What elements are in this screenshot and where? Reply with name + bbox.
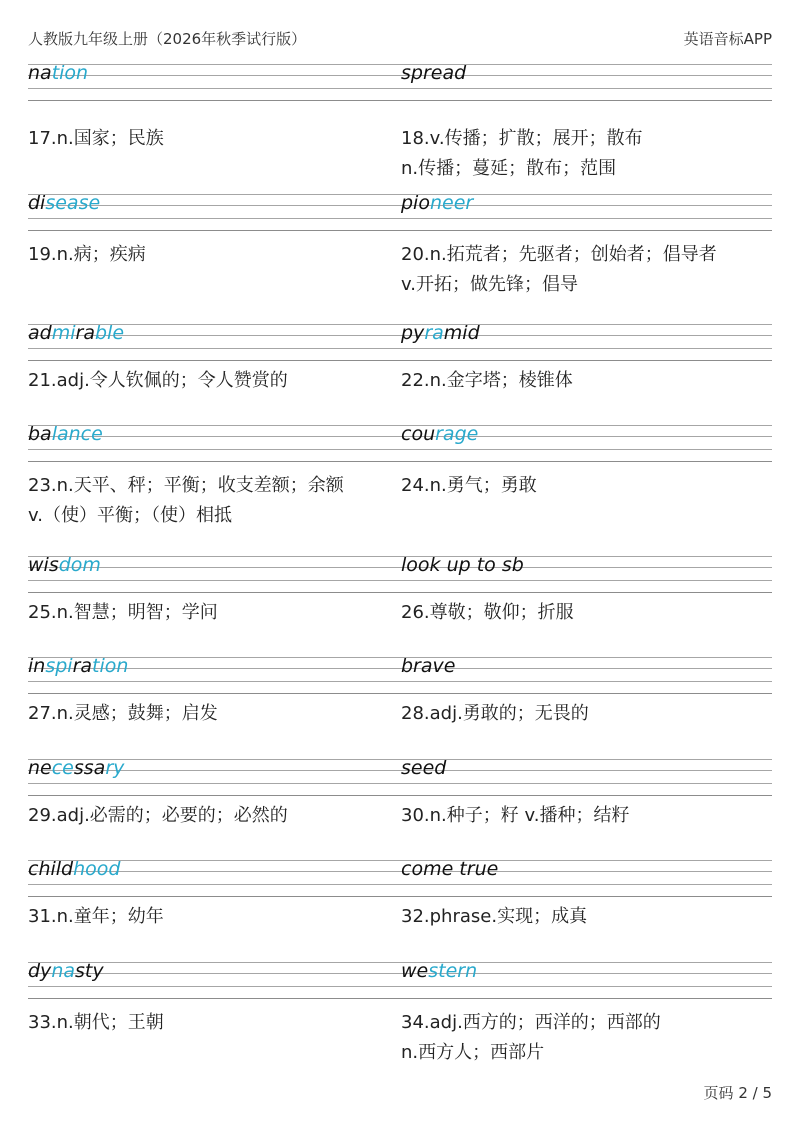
meaning-line: 26.尊敬；敬仰；折服 — [401, 602, 574, 623]
vocab-meaning — [401, 699, 761, 729]
syllable: pio — [401, 192, 430, 214]
ruled-line — [28, 759, 772, 760]
syllable-highlight: dom — [58, 554, 101, 576]
meaning-line: 33.n.朝代；王朝 — [28, 1012, 164, 1033]
syllable: na — [28, 62, 52, 84]
vocab-word — [28, 858, 120, 880]
ruled-line — [28, 335, 772, 336]
meaning-line: v.（使）平衡；（使）相抵 — [28, 505, 232, 526]
syllable: seed — [401, 757, 447, 779]
meaning-line: 30.n.种子；籽 v.播种；结籽 — [401, 805, 630, 826]
meaning-line: 18.v.传播；扩散；展开；散布 — [401, 128, 643, 149]
syllable-highlight: mi — [51, 322, 76, 344]
meaning-line: 32.phrase.实现；成真 — [401, 906, 588, 927]
syllable-highlight: ra — [424, 322, 444, 344]
meaning-line: 23.n.天平、秤；平衡；收支差额；余额 — [28, 475, 344, 496]
ruled-line — [28, 962, 772, 963]
document-title: 人教版九年级上册（2026年秋季试行版） — [28, 30, 307, 48]
ruled-line — [28, 657, 772, 658]
syllable: dy — [28, 960, 52, 982]
meaning-line: 20.n.拓荒者；先驱者；创始者；倡导者 — [401, 244, 717, 265]
syllable-highlight: na — [51, 960, 75, 982]
writing-lines — [28, 657, 772, 694]
syllable: py — [401, 322, 425, 344]
vocab-word — [28, 960, 104, 982]
syllable: mid — [443, 322, 480, 344]
vocab-meaning — [401, 124, 761, 184]
ruled-line — [28, 693, 772, 694]
vocab-word — [401, 960, 477, 982]
syllable-highlight: lance — [51, 423, 103, 445]
vocab-meaning — [401, 366, 761, 396]
syllable-highlight: spi — [45, 655, 73, 677]
meaning-line: v.开拓；做先锋；倡导 — [401, 274, 578, 295]
syllable: cou — [401, 423, 436, 445]
vocab-meaning — [28, 366, 388, 396]
ruled-line — [28, 218, 772, 219]
syllable-highlight: rage — [435, 423, 479, 445]
ruled-line — [28, 973, 772, 974]
syllable: we — [401, 960, 429, 982]
syllable: spread — [401, 62, 467, 84]
vocab-word — [28, 62, 88, 84]
vocab-meaning — [401, 598, 761, 628]
vocab-word — [28, 423, 103, 445]
syllable-highlight: hood — [73, 858, 121, 880]
ruled-line — [28, 64, 772, 65]
ruled-line — [28, 567, 772, 568]
syllable-highlight: sease — [45, 192, 101, 214]
vocab-meaning — [401, 902, 761, 932]
ruled-line — [28, 668, 772, 669]
syllable: ssa — [73, 757, 106, 779]
vocab-meaning — [401, 240, 761, 300]
vocab-meaning — [28, 801, 388, 831]
ruled-line — [28, 681, 772, 682]
ruled-line — [28, 896, 772, 897]
writing-lines — [28, 759, 772, 796]
ruled-line — [28, 425, 772, 426]
ruled-line — [28, 230, 772, 231]
meaning-line: 28.adj.勇敢的；无畏的 — [401, 703, 589, 724]
meaning-line: 29.adj.必需的；必要的；必然的 — [28, 805, 288, 826]
meaning-line: 27.n.灵感；鼓舞；启发 — [28, 703, 218, 724]
writing-lines — [28, 556, 772, 593]
vocab-word — [401, 554, 524, 576]
ruled-line — [28, 986, 772, 987]
vocab-word — [28, 322, 124, 344]
syllable: brave — [401, 655, 456, 677]
vocab-word — [28, 192, 100, 214]
syllable-highlight: neer — [429, 192, 474, 214]
vocab-word — [401, 655, 455, 677]
meaning-line: 22.n.金字塔；棱锥体 — [401, 370, 573, 391]
vocab-meaning — [28, 1008, 388, 1038]
ruled-line — [28, 449, 772, 450]
ruled-line — [28, 360, 772, 361]
ruled-line — [28, 860, 772, 861]
syllable: in — [28, 655, 46, 677]
meaning-line: 19.n.病；疾病 — [28, 244, 146, 265]
ruled-line — [28, 194, 772, 195]
ruled-line — [28, 324, 772, 325]
syllable-highlight: ble — [94, 322, 125, 344]
syllable: di — [28, 192, 46, 214]
ruled-line — [28, 100, 772, 101]
ruled-line — [28, 592, 772, 593]
syllable: ne — [28, 757, 52, 779]
syllable: look up to sb — [401, 554, 524, 576]
page-number: 页码 2 / 5 — [703, 1084, 772, 1102]
meaning-line: 24.n.勇气；勇敢 — [401, 475, 537, 496]
syllable: wis — [28, 554, 59, 576]
ruled-line — [28, 556, 772, 557]
vocab-word — [401, 192, 473, 214]
app-name: 英语音标APP — [683, 30, 772, 48]
vocab-meaning — [401, 1008, 761, 1068]
ruled-line — [28, 461, 772, 462]
vocab-meaning — [401, 471, 761, 501]
vocab-meaning — [28, 124, 388, 154]
vocab-meaning — [28, 471, 388, 531]
syllable-highlight: tion — [92, 655, 129, 677]
vocab-word — [401, 757, 446, 779]
vocab-word — [401, 62, 466, 84]
syllable: ad — [28, 322, 52, 344]
syllable: come true — [401, 858, 499, 880]
vocab-word — [28, 757, 124, 779]
page-header — [28, 28, 772, 52]
meaning-line: n.传播；蔓延；散布；范围 — [401, 158, 617, 179]
vocab-word — [401, 858, 498, 880]
writing-lines — [28, 860, 772, 897]
ruled-line — [28, 348, 772, 349]
meaning-line: 17.n.国家；民族 — [28, 128, 164, 149]
syllable-highlight: stern — [428, 960, 478, 982]
vocab-word — [401, 423, 478, 445]
ruled-line — [28, 884, 772, 885]
ruled-line — [28, 436, 772, 437]
writing-lines — [28, 962, 772, 999]
ruled-line — [28, 783, 772, 784]
vocab-meaning — [401, 801, 761, 831]
ruled-line — [28, 998, 772, 999]
syllable: sty — [75, 960, 104, 982]
vocab-meaning — [28, 240, 388, 270]
ruled-line — [28, 88, 772, 89]
writing-lines — [28, 194, 772, 231]
vocab-meaning — [28, 699, 388, 729]
syllable-highlight: ce — [51, 757, 74, 779]
meaning-line: 34.adj.西方的；西洋的；西部的 — [401, 1012, 661, 1033]
syllable: child — [28, 858, 74, 880]
vocab-word — [28, 655, 128, 677]
vocab-word — [28, 554, 101, 576]
meaning-line: 25.n.智慧；明智；学问 — [28, 602, 218, 623]
ruled-line — [28, 580, 772, 581]
ruled-line — [28, 871, 772, 872]
syllable: ra — [75, 322, 95, 344]
syllable-highlight: ry — [105, 757, 125, 779]
writing-lines — [28, 425, 772, 462]
vocab-word — [401, 322, 480, 344]
writing-lines — [28, 324, 772, 361]
syllable: ra — [72, 655, 93, 677]
ruled-line — [28, 75, 772, 76]
ruled-line — [28, 770, 772, 771]
meaning-line: n.西方人；西部片 — [401, 1042, 545, 1063]
meaning-line: 31.n.童年；幼年 — [28, 906, 164, 927]
syllable: ba — [28, 423, 52, 445]
vocab-meaning — [28, 598, 388, 628]
meaning-line: 21.adj.令人钦佩的；令人赞赏的 — [28, 370, 288, 391]
syllable-highlight: tion — [51, 62, 89, 84]
writing-lines — [28, 64, 772, 101]
ruled-line — [28, 795, 772, 796]
vocab-meaning — [28, 902, 388, 932]
ruled-line — [28, 205, 772, 206]
